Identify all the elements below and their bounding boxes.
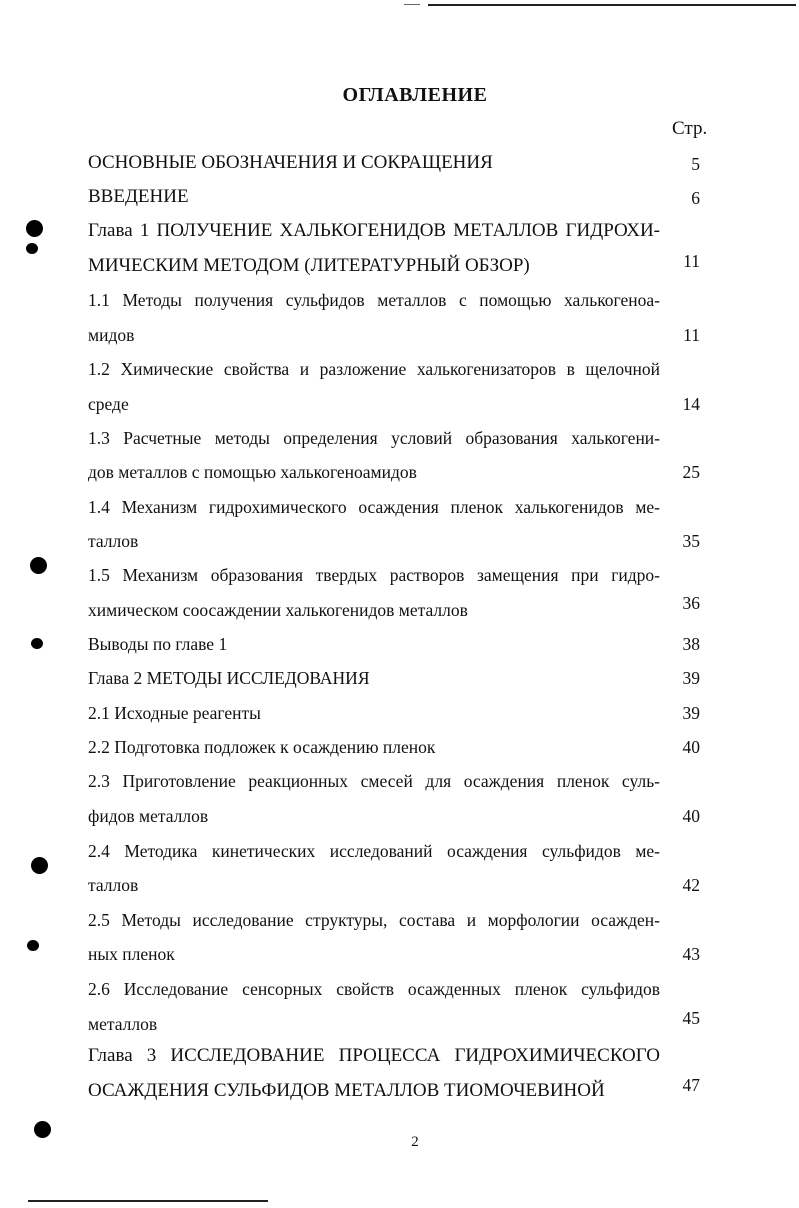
page-column-label: Стр. — [672, 118, 708, 139]
toc-page-number: 35 — [682, 531, 700, 551]
toc-line: ОСНОВНЫЕ ОБОЗНАЧЕНИЯ И СОКРАЩЕНИЯ — [88, 152, 493, 173]
toc-line: таллов — [88, 875, 139, 895]
toc-line: МИЧЕСКИМ МЕТОДОМ (ЛИТЕРАТУРНЫЙ ОБЗОР) — [88, 255, 530, 276]
toc-line: 2.6 Исследование сенсорных свойств осажденных пленок сульфидов — [88, 979, 660, 999]
toc-line: 2.2 Подготовка подложек к осаждению пленок — [88, 737, 436, 757]
toc-line: ОСАЖДЕНИЯ СУЛЬФИДОВ МЕТАЛЛОВ ТИОМОЧЕВИНОЙ — [88, 1080, 605, 1101]
toc-page-number: 6 — [691, 188, 700, 208]
toc-line: ных пленок — [88, 944, 175, 964]
top-rule — [428, 4, 796, 6]
punch-hole-mark — [34, 1121, 51, 1138]
toc-line: Глава 2 МЕТОДЫ ИССЛЕДОВАНИЯ — [88, 668, 370, 688]
toc-page-number: 43 — [682, 944, 700, 964]
toc-page-number: 40 — [682, 737, 700, 757]
toc-page-number: 11 — [683, 251, 700, 271]
punch-hole-mark — [26, 243, 38, 254]
toc-line: 1.5 Механизм образования твердых растворов замещения при гидро- — [88, 565, 660, 585]
toc-page-number: 47 — [682, 1075, 700, 1095]
toc-page-number: 14 — [682, 394, 700, 414]
toc-line: среде — [88, 394, 129, 414]
punch-hole-mark — [31, 857, 48, 874]
toc-line: таллов — [88, 531, 139, 551]
toc-line: 2.4 Методика кинетических исследований осаждения сульфидов ме- — [88, 841, 660, 861]
toc-page-number: 45 — [682, 1008, 700, 1028]
toc-page-number: 11 — [683, 325, 700, 345]
toc-line: мидов — [88, 325, 135, 345]
toc-page-number: 39 — [682, 703, 700, 723]
toc-page-number: 25 — [682, 462, 700, 482]
bottom-rule — [28, 1200, 268, 1202]
top-rule-fragment — [404, 4, 420, 5]
toc-line: 2.1 Исходные реагенты — [88, 703, 261, 723]
toc-line: 1.4 Механизм гидрохимического осаждения пленок халькогенидов ме- — [88, 497, 660, 517]
toc-line: Выводы по главе 1 — [88, 634, 228, 654]
footer-page-number: 2 — [411, 1134, 419, 1150]
toc-page-number: 40 — [682, 806, 700, 826]
toc-page-number: 42 — [682, 875, 700, 895]
toc-line: металлов — [88, 1014, 158, 1034]
toc-page-number: 36 — [682, 593, 700, 613]
toc-line: фидов металлов — [88, 806, 209, 826]
toc-page-number: 5 — [691, 154, 700, 174]
punch-hole-mark — [30, 557, 47, 574]
toc-line: ВВЕДЕНИЕ — [88, 186, 189, 207]
toc-line: 2.5 Методы исследование структуры, состава и морфологии осажден- — [88, 910, 660, 930]
page-title: ОГЛАВЛЕНИЕ — [342, 84, 488, 106]
toc-line: Глава 1 ПОЛУЧЕНИЕ ХАЛЬКОГЕНИДОВ МЕТАЛЛОВ ГИДРОХИ- — [88, 220, 660, 241]
punch-hole-mark — [31, 638, 43, 649]
toc-line: Глава 3 ИССЛЕДОВАНИЕ ПРОЦЕССА ГИДРОХИМИЧЕСКОГО — [88, 1045, 660, 1066]
toc-line: дов металлов с помощью халькогеноамидов — [88, 462, 417, 482]
toc-line: 1.1 Методы получения сульфидов металлов с помощью халькогеноа- — [88, 290, 660, 310]
toc-line: 1.2 Химические свойства и разложение халькогенизаторов в щелочной — [88, 359, 660, 379]
punch-hole-mark — [26, 220, 43, 237]
toc-page-number: 39 — [682, 668, 700, 688]
toc-line: 2.3 Приготовление реакционных смесей для осаждения пленок суль- — [88, 771, 660, 791]
toc-page-number: 38 — [682, 634, 700, 654]
toc-line: химическом соосаждении халькогенидов металлов — [88, 600, 468, 620]
toc-line: 1.3 Расчетные методы определения условий образования халькогени- — [88, 428, 660, 448]
punch-hole-mark — [27, 940, 39, 951]
